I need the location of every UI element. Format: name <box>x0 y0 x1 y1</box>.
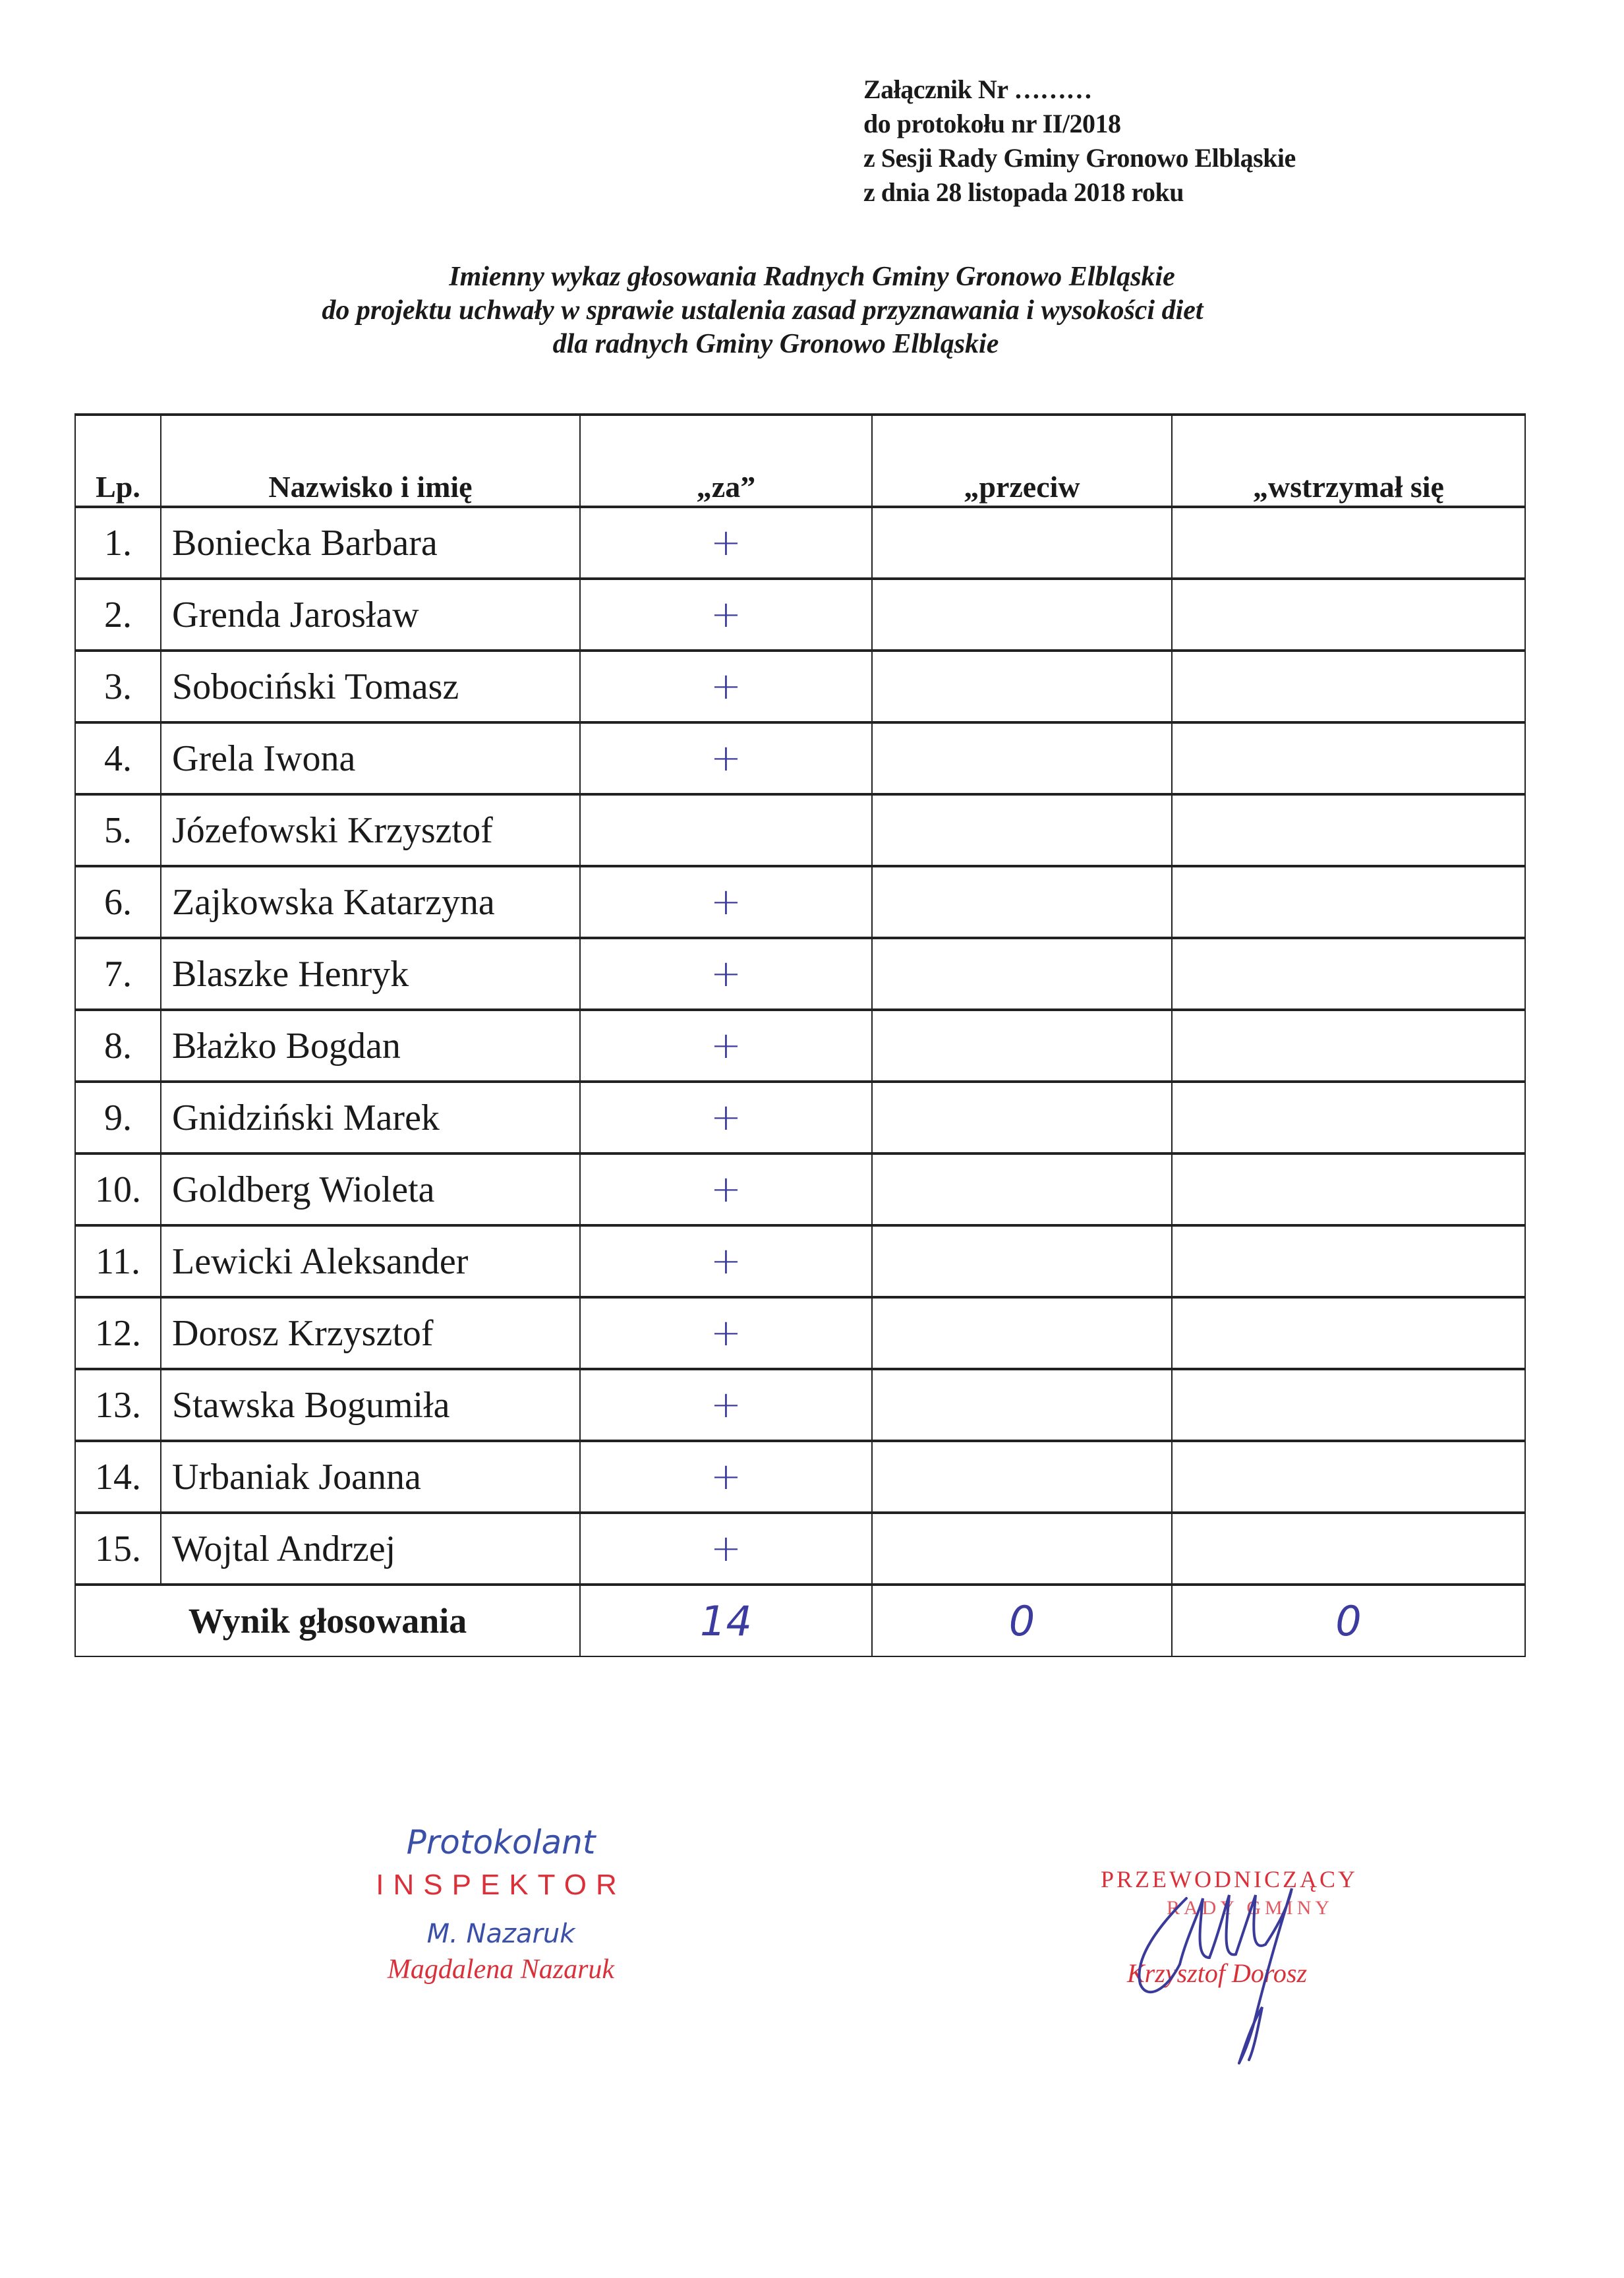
chairman-signature-block <box>1088 1859 1430 2083</box>
vote-przeciw <box>872 866 1172 938</box>
vote-wstrzymal <box>1172 938 1525 1010</box>
vote-przeciw <box>872 1010 1172 1082</box>
vote-wstrzymal <box>1172 1010 1525 1082</box>
annex-date: z dnia 28 listopada 2018 roku <box>863 177 1184 207</box>
vote-przeciw <box>872 1513 1172 1585</box>
row-number: 9. <box>75 1082 161 1154</box>
row-number: 14. <box>75 1441 161 1513</box>
result-label: Wynik głosowania <box>75 1585 580 1656</box>
stamp-name-left: Magdalena Nazaruk <box>387 1954 615 1985</box>
vote-przeciw <box>872 1297 1172 1369</box>
header-lp: Lp. <box>75 415 161 507</box>
councillor-name: Dorosz Krzysztof <box>161 1297 580 1369</box>
header-przeciw: „przeciw <box>872 415 1172 507</box>
table-row <box>75 1154 1525 1225</box>
councillor-name: Zajkowska Katarzyna <box>161 866 580 938</box>
vote-za: + <box>580 722 872 794</box>
table-row <box>75 579 1525 651</box>
councillor-name: Blaszke Henryk <box>161 938 580 1010</box>
row-number: 12. <box>75 1297 161 1369</box>
annex-protocol: do protokołu nr II/2018 <box>863 109 1121 138</box>
vote-przeciw <box>872 507 1172 579</box>
table-header-row <box>75 415 1525 507</box>
vote-przeciw <box>872 938 1172 1010</box>
councillor-name: Gnidziński Marek <box>161 1082 580 1154</box>
table-row <box>75 1369 1525 1441</box>
vote-przeciw <box>872 579 1172 651</box>
vote-przeciw <box>872 1154 1172 1225</box>
stamp-name-right: Krzysztof Dorosz <box>1127 1958 1308 1988</box>
table-row <box>75 938 1525 1010</box>
vote-za: + <box>580 1154 872 1225</box>
stamp-inspektor: INSPEKTOR <box>376 1869 626 1901</box>
vote-przeciw <box>872 1441 1172 1513</box>
vote-wstrzymal <box>1172 651 1525 722</box>
row-number: 8. <box>75 1010 161 1082</box>
vote-przeciw <box>872 1369 1172 1441</box>
councillor-name: Wojtal Andrzej <box>161 1513 580 1585</box>
vote-za <box>580 794 872 866</box>
recorder-signature-block <box>343 1819 659 1985</box>
table-row <box>75 1441 1525 1513</box>
row-number: 7. <box>75 938 161 1010</box>
vote-wstrzymal <box>1172 1441 1525 1513</box>
row-number: 4. <box>75 722 161 794</box>
councillor-name: Józefowski Krzysztof <box>161 794 580 866</box>
table-row <box>75 1225 1525 1297</box>
header-za: „za” <box>580 415 872 507</box>
vote-za: + <box>580 938 872 1010</box>
vote-wstrzymal <box>1172 1369 1525 1441</box>
table-row <box>75 1513 1525 1585</box>
annex-header <box>863 73 1296 210</box>
vote-wstrzymal <box>1172 722 1525 794</box>
vote-przeciw <box>872 1225 1172 1297</box>
result-row <box>75 1585 1525 1656</box>
voting-table <box>74 413 1526 1657</box>
vote-przeciw <box>872 651 1172 722</box>
table-row <box>75 1010 1525 1082</box>
vote-za: + <box>580 1297 872 1369</box>
header-wstrzymal: „wstrzymał się <box>1172 415 1525 507</box>
table-row <box>75 507 1525 579</box>
vote-przeciw <box>872 794 1172 866</box>
councillor-name: Goldberg Wioleta <box>161 1154 580 1225</box>
vote-za: + <box>580 1441 872 1513</box>
vote-wstrzymal <box>1172 866 1525 938</box>
title-line-2: do projektu uchwały w sprawie ustalenia zasad przyznawania i wysokości diet <box>322 295 1204 326</box>
vote-przeciw <box>872 722 1172 794</box>
row-number: 1. <box>75 507 161 579</box>
title-line-3: dla radnych Gminy Gronowo Elbląskie <box>552 329 999 359</box>
vote-wstrzymal <box>1172 1154 1525 1225</box>
annex-number: Załącznik Nr ……… <box>863 74 1092 104</box>
vote-za: + <box>580 507 872 579</box>
vote-przeciw <box>872 1082 1172 1154</box>
vote-wstrzymal <box>1172 1225 1525 1297</box>
header-name: Nazwisko i imię <box>161 415 580 507</box>
councillor-name: Urbaniak Joanna <box>161 1441 580 1513</box>
row-number: 10. <box>75 1154 161 1225</box>
vote-wstrzymal <box>1172 507 1525 579</box>
handwritten-role: Protokolant <box>406 1823 596 1861</box>
row-number: 15. <box>75 1513 161 1585</box>
vote-za: + <box>580 1369 872 1441</box>
vote-wstrzymal <box>1172 1513 1525 1585</box>
councillor-name: Grela Iwona <box>161 722 580 794</box>
vote-za: + <box>580 1225 872 1297</box>
row-number: 3. <box>75 651 161 722</box>
annex-session: z Sesji Rady Gminy Gronowo Elbląskie <box>863 143 1296 173</box>
handwritten-signature-right <box>1088 1859 1430 2083</box>
row-number: 5. <box>75 794 161 866</box>
table-row <box>75 722 1525 794</box>
vote-wstrzymal <box>1172 1082 1525 1154</box>
row-number: 11. <box>75 1225 161 1297</box>
result-wstrzymal: 0 <box>1172 1585 1525 1656</box>
councillor-name: Sobociński Tomasz <box>161 651 580 722</box>
table-row <box>75 866 1525 938</box>
result-za: 14 <box>580 1585 872 1656</box>
vote-wstrzymal <box>1172 794 1525 866</box>
vote-wstrzymal <box>1172 579 1525 651</box>
handwritten-signature-left: M. Nazaruk <box>426 1919 575 1949</box>
councillor-name: Grenda Jarosław <box>161 579 580 651</box>
row-number: 6. <box>75 866 161 938</box>
vote-wstrzymal <box>1172 1297 1525 1369</box>
signature-stroke <box>1180 1895 1265 1964</box>
vote-za: + <box>580 651 872 722</box>
vote-za: + <box>580 866 872 938</box>
table-row <box>75 1297 1525 1369</box>
councillor-name: Lewicki Aleksander <box>161 1225 580 1297</box>
vote-za: + <box>580 1010 872 1082</box>
signature-stroke <box>1139 1898 1186 1992</box>
vote-za: + <box>580 579 872 651</box>
row-number: 2. <box>75 579 161 651</box>
table-row <box>75 794 1525 866</box>
councillor-name: Boniecka Barbara <box>161 507 580 579</box>
document-title <box>0 260 1624 361</box>
vote-za: + <box>580 1082 872 1154</box>
vote-za: + <box>580 1513 872 1585</box>
table-row <box>75 651 1525 722</box>
table-row <box>75 1082 1525 1154</box>
councillor-name: Błażko Bogdan <box>161 1010 580 1082</box>
stamp-rady-gminy: RADY GMINY <box>1167 1897 1334 1919</box>
row-number: 13. <box>75 1369 161 1441</box>
councillor-name: Stawska Bogumiła <box>161 1369 580 1441</box>
result-przeciw: 0 <box>872 1585 1172 1656</box>
stamp-przewodniczacy: PRZEWODNICZĄCY <box>1101 1866 1358 1892</box>
title-line-1: Imienny wykaz głosowania Radnych Gminy Gronowo Elbląskie <box>449 262 1175 292</box>
